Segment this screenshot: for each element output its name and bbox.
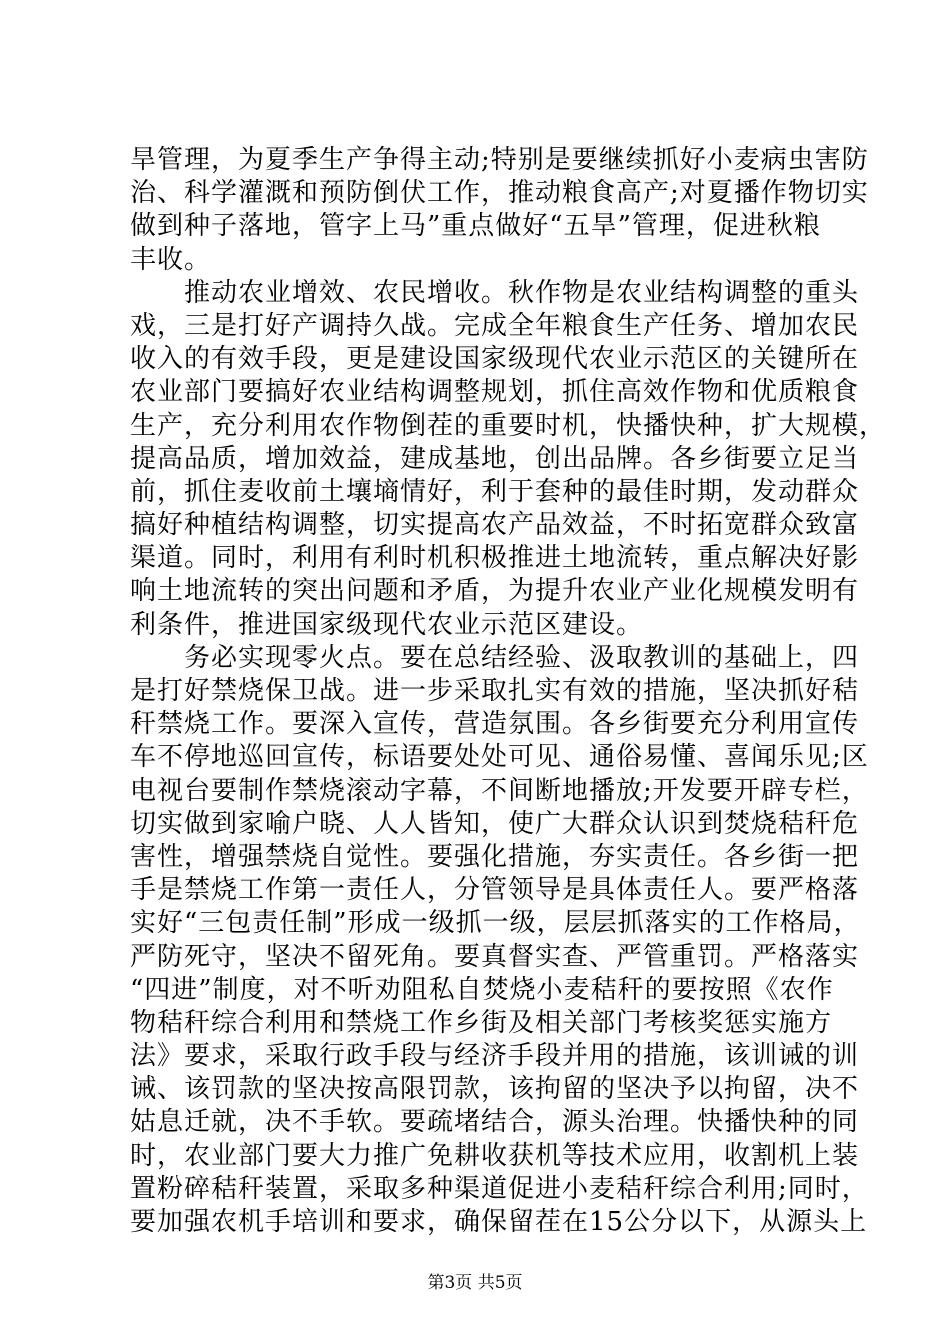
text-line: 车不停地巡回宣传，标语要处处可见、通俗易懂、喜闻乐见;区 bbox=[130, 742, 869, 773]
text-line: 农业部门要搞好农业结构调整规划，抓住高效作物和优质粮食 bbox=[130, 377, 860, 408]
text-line: “四进”制度，对不听劝阻私自焚烧小麦秸秆的要按照《农作 bbox=[130, 974, 834, 1005]
text-line: 秆禁烧工作。要深入宣传，营造氛围。各乡街要充分利用宣传 bbox=[130, 709, 860, 740]
text-line: 利条件，推进国家级现代农业示范区建设。 bbox=[130, 609, 644, 640]
text-line: 提高品质，增加效益，建成基地，创出品牌。各乡街要立足当 bbox=[130, 443, 860, 474]
text-line: 治、科学灌溉和预防倒伏工作，推动粮食高产;对夏播作物切实 bbox=[130, 178, 869, 209]
text-line: 实好“三包责任制”形成一级抓一级，层层抓落实的工作格局， bbox=[130, 908, 861, 939]
text-line: 要加强农机手培训和要求，确保留茬在15公分以下，从源头上 bbox=[130, 1207, 868, 1237]
text-line: 手是禁烧工作第一责任人，分管领导是具体责任人。要严格落 bbox=[130, 875, 860, 906]
text-line: 渠道。同时，利用有利时机积极推进土地流转，重点解决好影 bbox=[130, 543, 860, 574]
text-line: 旱管理，为夏季生产争得主动;特别是要继续抓好小麦病虫害防 bbox=[130, 145, 869, 175]
page-footer: 第3页 共5页 bbox=[427, 1273, 523, 1293]
text-line: 推动农业增效、农民增收。秋作物是农业结构调整的重头 bbox=[130, 277, 860, 308]
text-line: 务必实现零火点。要在总结经验、汲取教训的基础上，四 bbox=[130, 642, 860, 673]
text-line: 戏，三是打好产调持久战。完成全年粮食生产任务、增加农民 bbox=[130, 310, 860, 341]
text-line: 置粉碎秸秆装置，采取多种渠道促进小麦秸秆综合利用;同时， bbox=[130, 1173, 869, 1204]
text-line: 做到种子落地，管字上马”重点做好“五旱”管理，促进秋粮 bbox=[130, 211, 821, 242]
text-line: 姑息迁就，决不手软。要疏堵结合，源头治理。快播快种的同 bbox=[130, 1107, 860, 1138]
text-line: 收入的有效手段，更是建设国家级现代农业示范区的关键所在 bbox=[130, 344, 860, 375]
text-line: 害性，增强禁烧自觉性。要强化措施，夯实责任。各乡街一把 bbox=[130, 841, 860, 872]
text-line: 切实做到家喻户晓、人人皆知，使广大群众认识到焚烧秸秆危 bbox=[130, 808, 860, 839]
text-line: 搞好种植结构调整，切实提高农产品效益，不时拓宽群众致富 bbox=[130, 510, 860, 541]
text-line: 严防死守，坚决不留死角。要真督实查、严管重罚。严格落实 bbox=[130, 941, 860, 972]
text-line: 法》要求，采取行政手段与经济手段并用的措施，该训诫的训 bbox=[130, 1041, 860, 1072]
text-line: 时，农业部门要大力推广免耕收获机等技术应用，收割机上装 bbox=[130, 1140, 860, 1171]
text-line: 物秸秆综合利用和禁烧工作乡街及相关部门考核奖惩实施方 bbox=[130, 1007, 833, 1038]
text-line: 响土地流转的突出问题和矛盾，为提升农业产业化规模发明有 bbox=[130, 576, 860, 607]
body-text bbox=[130, 144, 887, 1239]
text-line: 丰收。 bbox=[130, 244, 212, 275]
text-line: 诫、该罚款的坚决按高限罚款，该拘留的坚决予以拘留，决不 bbox=[130, 1074, 860, 1105]
text-line: 前，抓住麦收前土壤墒情好，利于套种的最佳时期，发动群众 bbox=[130, 476, 860, 507]
text-line: 电视台要制作禁烧滚动字幕，不间断地播放;开发要开辟专栏， bbox=[130, 775, 869, 806]
text-line: 是打好禁烧保卫战。进一步采取扎实有效的措施，坚决抓好秸 bbox=[130, 676, 860, 706]
text-line: 生产，充分利用农作物倒茬的重要时机，快播快种，扩大规模， bbox=[130, 410, 887, 441]
